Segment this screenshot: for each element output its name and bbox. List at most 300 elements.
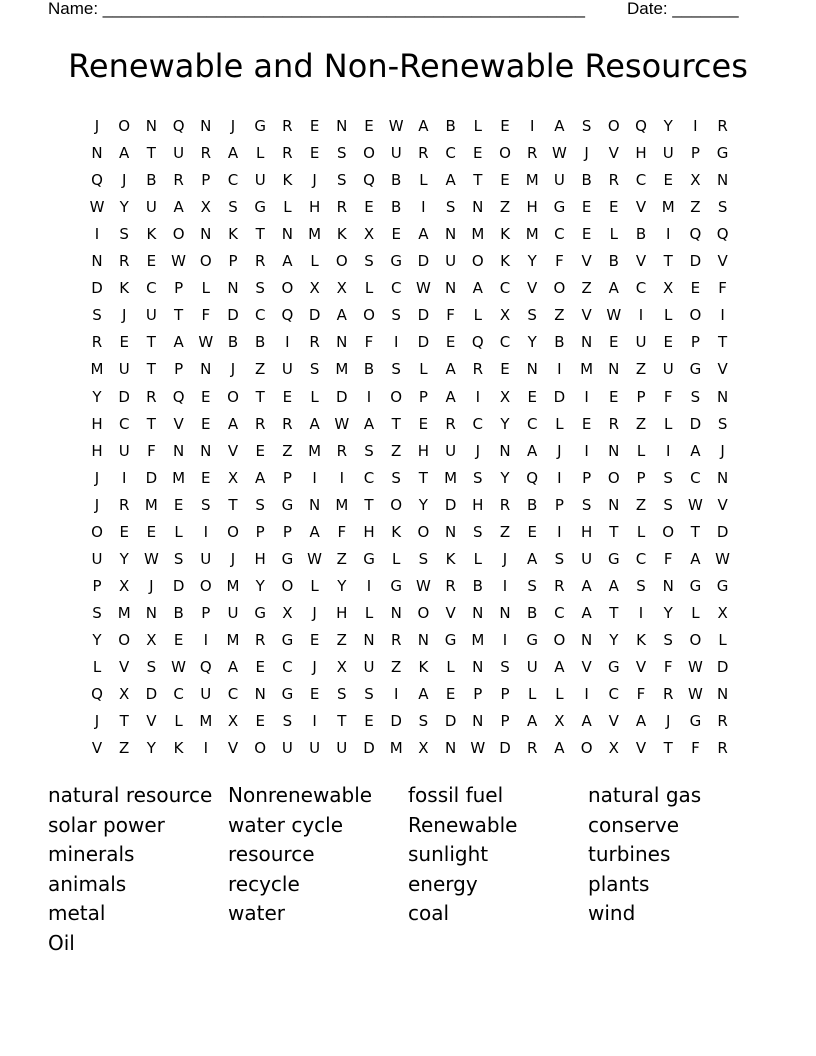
grid-row	[85, 492, 745, 519]
grid-letter: V	[717, 495, 728, 514]
grid-letter: S	[527, 306, 537, 325]
grid-letter: T	[255, 387, 265, 406]
grid-letter: B	[391, 198, 402, 217]
grid-letter: H	[472, 495, 484, 514]
grid-letter: A	[227, 144, 239, 163]
grid-letter: Z	[690, 198, 701, 217]
grid-letter: S	[391, 468, 401, 487]
grid-letter: S	[364, 441, 374, 460]
grid-letter: I	[94, 225, 100, 244]
name-field-label: Name: ___________________________________________________	[48, 0, 585, 18]
grid-letter: O	[689, 630, 702, 649]
grid-letter: D	[716, 522, 729, 541]
grid-letter: D	[172, 576, 185, 595]
grid-letter: R	[499, 495, 511, 514]
grid-letter: Y	[663, 603, 673, 622]
grid-letter: E	[119, 522, 129, 541]
grid-letter: S	[581, 117, 592, 135]
grid-letter: R	[418, 144, 429, 163]
word-list-item: Nonrenewable	[228, 783, 373, 807]
grid-letter: E	[445, 685, 456, 704]
grid-row	[85, 573, 745, 600]
grid-letter: V	[173, 414, 184, 433]
grid-letter: Z	[391, 441, 402, 460]
word-list-item: conserve	[588, 812, 679, 837]
grid-letter: V	[717, 252, 728, 271]
grid-letter: O	[335, 252, 348, 271]
grid-letter: R	[91, 333, 103, 352]
grid-letter: O	[227, 522, 239, 541]
grid-letter: O	[281, 279, 294, 298]
grid-letter: G	[689, 576, 702, 595]
grid-letter: D	[417, 306, 430, 325]
grid-letter: K	[282, 171, 293, 190]
grid-letter: A	[581, 576, 592, 595]
grid-letter: O	[118, 117, 131, 135]
grid-letter: T	[228, 495, 238, 514]
grid-letter: P	[582, 468, 592, 487]
grid-letter: O	[281, 576, 294, 595]
grid-letter: N	[608, 360, 620, 379]
grid-letter: I	[203, 739, 209, 758]
grid-letter: E	[309, 685, 320, 704]
grid-letter: V	[445, 603, 456, 622]
grid-letter: R	[526, 739, 538, 758]
grid-letter: C	[690, 468, 701, 487]
grid-letter: G	[254, 603, 266, 622]
grid-letter: A	[554, 117, 565, 135]
grid-letter: M	[471, 225, 485, 244]
grid-letter: M	[117, 603, 131, 622]
grid-letter: P	[500, 685, 510, 704]
grid-letter: N	[145, 117, 157, 135]
grid-letter: G	[281, 549, 294, 568]
grid-letter: N	[472, 603, 484, 622]
grid-letter: E	[690, 279, 701, 298]
grid-letter: V	[227, 441, 239, 460]
grid-letter: U	[390, 144, 402, 163]
grid-letter: Y	[527, 252, 537, 271]
grid-letter: M	[90, 360, 104, 379]
grid-letter: K	[445, 549, 456, 568]
grid-letter: M	[471, 630, 485, 649]
grid-letter: Z	[255, 360, 266, 379]
grid-letter: S	[527, 576, 537, 595]
grid-letter: O	[471, 252, 484, 271]
grid-letter: G	[716, 144, 729, 163]
grid-letter: N	[608, 441, 620, 460]
grid-letter: Q	[91, 685, 103, 704]
grid-letter: Y	[663, 117, 673, 135]
word-list-item: coal	[408, 901, 450, 926]
grid-letter: N	[499, 441, 511, 460]
grid-row	[85, 384, 745, 411]
grid-letter: F	[718, 279, 727, 298]
grid-letter: E	[581, 414, 592, 433]
grid-letter: G	[281, 495, 294, 514]
grid-letter: A	[527, 549, 538, 568]
grid-letter: Y	[119, 198, 129, 217]
grid-letter: S	[500, 658, 510, 676]
grid-letter: R	[554, 576, 565, 595]
grid-letter: T	[609, 603, 619, 622]
grid-letter: G	[716, 576, 729, 595]
grid-letter: P	[636, 387, 646, 406]
grid-letter: B	[363, 360, 375, 379]
grid-letter: I	[638, 603, 644, 622]
grid-letter: T	[418, 468, 428, 487]
grid-letter: B	[527, 603, 538, 622]
grid-letter: X	[363, 225, 375, 244]
grid-letter: C	[227, 685, 239, 704]
grid-row	[85, 438, 745, 465]
grid-letter: B	[581, 171, 592, 190]
grid-letter: L	[555, 685, 564, 704]
grid-letter: D	[118, 387, 130, 406]
grid-letter: T	[119, 712, 129, 731]
grid-letter: E	[255, 441, 265, 460]
grid-row	[85, 248, 745, 275]
grid-letter: H	[363, 522, 375, 541]
grid-letter: X	[608, 739, 619, 758]
grid-row	[85, 600, 745, 627]
grid-letter: E	[173, 495, 184, 514]
grid-letter: K	[119, 279, 130, 298]
grid-letter: F	[364, 333, 374, 352]
grid-letter: I	[366, 576, 372, 595]
grid-row	[85, 627, 745, 654]
grid-letter: B	[391, 171, 402, 190]
grid-letter: I	[339, 468, 345, 487]
grid-letter: N	[200, 225, 212, 244]
grid-letter: A	[173, 333, 184, 352]
grid-letter: I	[203, 630, 209, 649]
grid-letter: N	[281, 225, 293, 244]
grid-letter: C	[390, 279, 402, 298]
grid-letter: J	[94, 117, 100, 135]
grid-letter: G	[553, 198, 566, 217]
grid-letter: Z	[336, 630, 347, 649]
grid-letter: L	[419, 171, 428, 190]
grid-letter: E	[364, 198, 374, 217]
grid-letter: F	[201, 306, 211, 325]
grid-letter: N	[580, 333, 593, 352]
grid-letter: E	[609, 387, 619, 406]
grid-letter: L	[201, 279, 210, 298]
grid-letter: N	[172, 441, 185, 460]
grid-letter: U	[254, 171, 266, 190]
grid-letter: S	[418, 549, 429, 568]
grid-letter: R	[173, 171, 184, 190]
grid-letter: R	[118, 495, 130, 514]
word-list-item: Oil	[48, 931, 75, 955]
grid-letter: N	[716, 387, 729, 406]
grid-letter: E	[364, 117, 374, 135]
grid-letter: U	[445, 441, 457, 460]
grid-letter: R	[445, 576, 456, 595]
grid-letter: V	[91, 739, 103, 758]
grid-letter: D	[553, 387, 566, 406]
grid-letter: W	[171, 252, 187, 271]
grid-letter: R	[390, 630, 402, 649]
grid-letter: K	[228, 225, 238, 244]
grid-letter: E	[663, 171, 673, 190]
grid-row	[85, 167, 745, 194]
grid-letter: N	[254, 685, 266, 704]
grid-letter: J	[502, 549, 508, 568]
grid-letter: M	[308, 225, 322, 244]
grid-letter: V	[119, 658, 130, 676]
grid-letter: B	[527, 495, 538, 514]
grid-letter: X	[282, 603, 293, 622]
grid-letter: O	[390, 387, 403, 406]
grid-letter: A	[445, 171, 456, 190]
grid-letter: Z	[635, 414, 647, 433]
grid-letter: W	[687, 685, 703, 704]
grid-letter: Q	[199, 658, 212, 676]
grid-letter: I	[584, 441, 589, 460]
grid-letter: Q	[281, 306, 294, 325]
grid-letter: B	[173, 603, 184, 622]
grid-letter: J	[230, 117, 236, 135]
grid-letter: X	[227, 712, 239, 731]
grid-letter: N	[200, 117, 212, 135]
grid-letter: X	[499, 306, 511, 325]
grid-letter: L	[310, 387, 319, 406]
grid-letter: P	[636, 468, 646, 487]
grid-letter: Q	[689, 225, 702, 244]
grid-letter: D	[145, 685, 158, 704]
grid-letter: G	[281, 630, 294, 649]
grid-letter: Q	[172, 387, 185, 406]
grid-letter: C	[254, 306, 266, 325]
grid-letter: N	[200, 441, 212, 460]
grid-letter: V	[608, 712, 619, 731]
grid-letter: P	[255, 522, 265, 541]
grid-letter: X	[690, 171, 701, 190]
word-list-item: resource	[228, 842, 315, 867]
grid-letter: A	[608, 279, 619, 298]
grid-letter: Z	[119, 739, 130, 758]
grid-letter: M	[580, 360, 594, 379]
grid-letter: T	[690, 522, 700, 541]
grid-letter: S	[92, 603, 102, 622]
grid-letter: M	[335, 360, 349, 379]
grid-letter: N	[417, 630, 429, 649]
grid-letter: K	[500, 225, 510, 244]
grid-letter: L	[364, 279, 374, 298]
grid-letter: D	[689, 414, 702, 433]
grid-letter: L	[664, 306, 673, 325]
grid-letter: S	[364, 685, 374, 704]
grid-letter: G	[281, 685, 294, 704]
grid-letter: D	[499, 739, 511, 758]
grid-letter: R	[146, 387, 157, 406]
grid-letter: W	[415, 279, 431, 298]
grid-letter: S	[554, 549, 565, 568]
grid-letter: C	[282, 658, 293, 676]
grid-letter: P	[174, 360, 184, 379]
grid-letter: L	[691, 603, 700, 622]
grid-letter: O	[227, 387, 239, 406]
grid-letter: A	[472, 279, 483, 298]
grid-letter: Z	[391, 658, 402, 676]
grid-letter: J	[584, 144, 589, 163]
grid-row	[85, 221, 745, 248]
grid-row	[85, 302, 745, 329]
grid-letter: E	[500, 360, 510, 379]
grid-letter: A	[608, 576, 619, 595]
grid-letter: A	[227, 658, 239, 676]
grid-letter: T	[174, 306, 184, 325]
grid-letter: U	[363, 658, 375, 676]
grid-letter: F	[147, 441, 156, 460]
grid-row	[85, 546, 745, 573]
grid-letter: T	[364, 495, 374, 514]
grid-letter: I	[312, 468, 317, 487]
grid-letter: N	[227, 279, 239, 298]
word-list-item: Renewable	[408, 812, 518, 837]
grid-letter: R	[445, 414, 456, 433]
grid-letter: Y	[527, 333, 537, 352]
grid-letter: T	[391, 414, 401, 433]
grid-letter: A	[173, 198, 184, 217]
grid-letter: R	[254, 252, 266, 271]
grid-letter: S	[337, 144, 347, 163]
grid-letter: L	[473, 117, 482, 135]
grid-letter: H	[254, 549, 266, 568]
grid-letter: S	[663, 630, 673, 649]
grid-letter: C	[227, 171, 239, 190]
grid-letter: N	[444, 225, 457, 244]
grid-letter: M	[308, 441, 322, 460]
grid-letter: R	[336, 198, 348, 217]
grid-letter: J	[312, 603, 317, 622]
word-search-grid	[85, 113, 745, 761]
grid-letter: I	[121, 468, 127, 487]
grid-letter: S	[391, 360, 401, 379]
grid-letter: M	[661, 198, 675, 217]
grid-letter: U	[118, 441, 130, 460]
grid-letter: X	[418, 739, 429, 758]
grid-row	[85, 275, 745, 302]
grid-letter: A	[690, 441, 701, 460]
grid-letter: W	[171, 658, 187, 676]
grid-letter: O	[499, 144, 511, 163]
grid-letter: D	[689, 252, 702, 271]
grid-letter: U	[118, 360, 130, 379]
grid-letter: P	[201, 603, 211, 622]
grid-letter: O	[662, 522, 675, 541]
word-list-item: wind	[588, 901, 636, 926]
grid-letter: E	[581, 198, 592, 217]
grid-letter: L	[473, 306, 482, 325]
grid-letter: J	[94, 468, 100, 487]
grid-letter: B	[255, 333, 266, 352]
grid-letter: M	[525, 225, 539, 244]
grid-letter: E	[445, 333, 456, 352]
grid-letter: A	[309, 414, 320, 433]
grid-row	[85, 194, 745, 221]
grid-row	[85, 411, 745, 438]
grid-letter: E	[473, 144, 483, 163]
grid-row	[85, 654, 745, 681]
grid-letter: S	[92, 306, 102, 325]
grid-letter: Z	[336, 549, 347, 568]
grid-letter: C	[499, 279, 511, 298]
grid-letter: U	[173, 144, 185, 163]
grid-letter: S	[146, 658, 157, 676]
grid-letter: C	[363, 468, 375, 487]
grid-letter: L	[392, 549, 401, 568]
grid-letter: F	[446, 306, 455, 325]
grid-letter: J	[475, 441, 481, 460]
grid-letter: B	[146, 171, 157, 190]
grid-letter: F	[555, 252, 564, 271]
grid-letter: S	[282, 712, 293, 731]
grid-letter: S	[473, 522, 483, 541]
grid-letter: S	[445, 198, 456, 217]
grid-letter: M	[199, 712, 213, 731]
grid-letter: K	[146, 225, 157, 244]
grid-letter: Y	[92, 387, 102, 406]
grid-letter: N	[662, 576, 674, 595]
grid-row	[85, 356, 745, 383]
word-list-item: metal	[48, 901, 106, 926]
grid-letter: I	[584, 685, 589, 704]
grid-letter: R	[526, 144, 538, 163]
grid-letter: L	[528, 685, 537, 704]
grid-letter: V	[635, 198, 647, 217]
word-list-item: animals	[48, 871, 127, 896]
grid-letter: A	[527, 441, 538, 460]
grid-letter: J	[230, 549, 236, 568]
word-list-item: natural gas	[588, 783, 702, 807]
grid-letter: A	[554, 658, 565, 676]
grid-letter: Q	[172, 117, 185, 135]
grid-letter: T	[146, 144, 156, 163]
grid-letter: S	[337, 171, 347, 190]
grid-letter: Q	[526, 468, 539, 487]
grid-letter: U	[662, 144, 674, 163]
grid-letter: E	[255, 712, 265, 731]
grid-letter: O	[199, 576, 212, 595]
word-list-item: natural resource	[48, 783, 213, 807]
grid-letter: J	[121, 306, 127, 325]
grid-letter: D	[308, 306, 321, 325]
grid-letter: L	[283, 198, 292, 217]
grid-letter: N	[716, 685, 729, 704]
grid-letter: N	[444, 522, 457, 541]
grid-letter: M	[525, 171, 539, 190]
grid-letter: F	[636, 685, 646, 704]
grid-letter: O	[91, 522, 103, 541]
grid-letter: N	[526, 360, 538, 379]
grid-letter: K	[336, 225, 347, 244]
grid-letter: I	[638, 306, 644, 325]
grid-letter: C	[472, 414, 484, 433]
grid-letter: B	[227, 333, 239, 352]
grid-letter: T	[609, 522, 619, 541]
grid-letter: J	[557, 441, 562, 460]
grid-letter: K	[636, 630, 646, 649]
grid-letter: L	[419, 360, 428, 379]
grid-letter: R	[282, 117, 293, 135]
grid-letter: V	[581, 658, 592, 676]
grid-letter: G	[607, 658, 620, 676]
grid-letter: H	[417, 441, 430, 460]
grid-letter: A	[255, 468, 266, 487]
